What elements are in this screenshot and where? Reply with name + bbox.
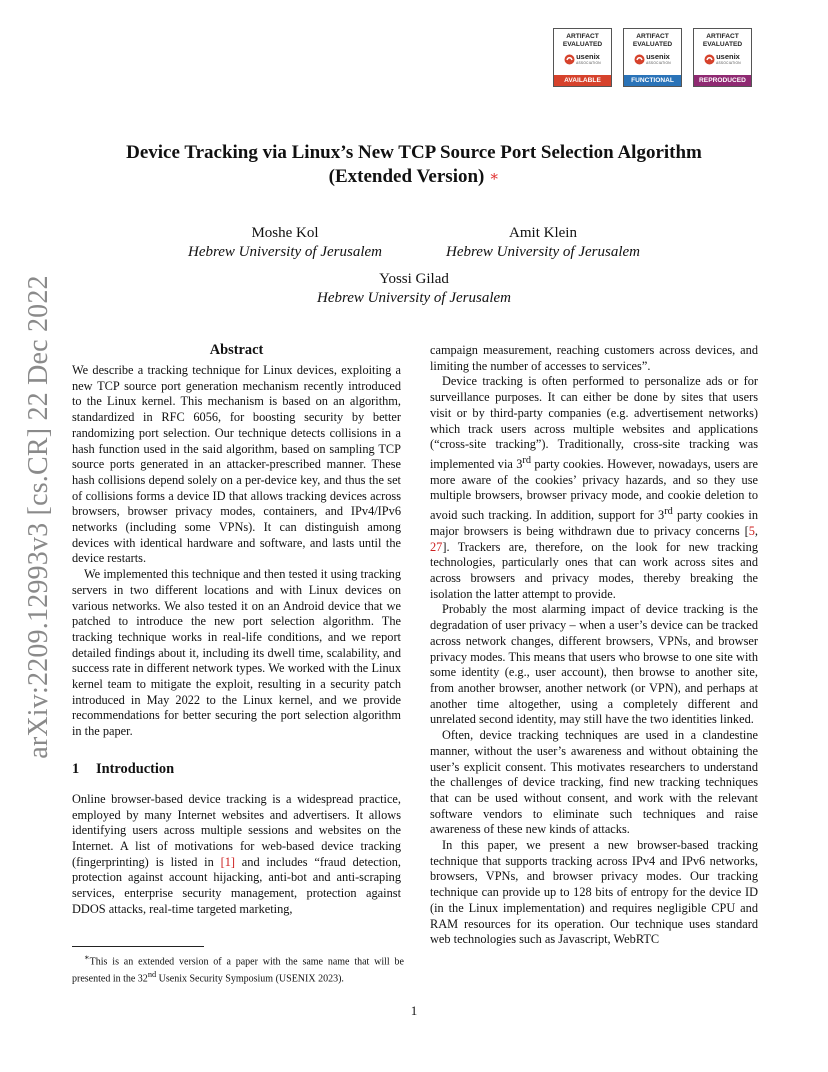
- paper-title-line2: [0, 165, 828, 189]
- badge-functional: [623, 28, 682, 87]
- author-name: Moshe Kol: [251, 225, 319, 241]
- section-number: 1: [72, 760, 80, 777]
- body-paragraph: Often, device tracking techniques are used in a clandestine manner, without the user’s awareness and without obtaining the user’s explicit consent. This motivates researchers to understand the challenges of device tracking, find new tracking techniques that can be used without consent, and work with the relevant software vendors to eliminate such techniques and raise awareness of these new kinds of attacks.: [430, 728, 758, 837]
- left-column: [72, 341, 401, 918]
- artifact-badges: [553, 28, 752, 87]
- footnote: ∗This is an extended version of a paper with the same name that will be presented in the 32nd Usenix Security Symposium (USENIX 2023).: [72, 953, 404, 985]
- usenix-association: ASSOCIATION: [646, 61, 671, 65]
- usenix-logo-icon: [634, 54, 645, 65]
- body-paragraph: In this paper, we present a new browser-based tracking technique that supports tracking across IPv4 and IPv6 networks, browsers, VPNs, and browser privacy modes. Our tracking technique can provide up to 128 bits of entropy for the device ID (in the Linux implementation) and requires negligible CPU and RAM resources for its operation. Our technique uses standard web technologies such as Javascript, WebRTC: [430, 838, 758, 947]
- arxiv-side-stamp: [23, 275, 55, 759]
- badge-heading: ARTIFACT EVALUATED: [562, 33, 603, 48]
- arxiv-identifier: arXiv:2209.12993v3 [cs.CR] 22 Dec 2022: [23, 275, 55, 759]
- usenix-logo-icon: [564, 54, 575, 65]
- usenix-association: ASSOCIATION: [716, 61, 741, 65]
- badge-label: REPRODUCED: [694, 75, 751, 86]
- badge-label: FUNCTIONAL: [624, 75, 681, 86]
- abstract-heading: Abstract: [209, 342, 264, 358]
- author-affiliation: Hebrew University of Jerusalem: [188, 244, 382, 260]
- author-block-2: [418, 224, 668, 262]
- abstract-paragraph: We describe a tracking technique for Linux devices, exploiting a new TCP source port generation mechanism recently introduced to the Linux kernel. This mechanism is based on an algorithm, standardized in RFC 6056, for boosting security by better randomizing port selection. Our technique detects collisions in a hash function used in the said algorithm, based on sampling TCP source ports generated in an attacker-prescribed manner. These hash collisions depend solely on a per-device key, and thus the set of collisions forms a device ID that allows tracking devices across browsers, browser privacy modes, containers, and IPv4/IPv6 networks (including some VPNs). It can distinguish among devices with identical hardware and software, and lasts until the device restarts.: [72, 363, 401, 566]
- usenix-association: ASSOCIATION: [576, 61, 601, 65]
- badge-available: [553, 28, 612, 87]
- footnote-rule: [72, 946, 204, 947]
- badge-label: AVAILABLE: [554, 75, 611, 86]
- abstract-paragraph: We implemented this technique and then tested it using tracking servers in two different locations and with Linux devices on various networks. We also tested it on an Android device that we patched to introduce the new port selection algorithm. The tracking technique works in real-life conditions, and we report detailed findings about it, including its dwell time, scalability, and success rate in different network types. We worked with the Linux kernel team to mitigate the exploit, resulting in a security patch introduced in May 2022 to the Linux kernel, and we provide recommendations for better securing the port selection algorithm in the paper.: [72, 567, 401, 739]
- body-paragraph: Probably the most alarming impact of device tracking is the degradation of user privacy – when a user’s device can be tracked across network changes, different browsers, VPNs, and browser privacy modes. This means that users who browse to one site with some identity (e.g., user account), then browse to another site, from another browser, another network (or VPN), and perhaps at another time altogether, using a completely different and unrelated second identity, may still have the two identities linked.: [430, 602, 758, 727]
- badge-reproduced: [693, 28, 752, 87]
- author-affiliation: Hebrew University of Jerusalem: [446, 244, 640, 260]
- citation-link[interactable]: 5: [748, 523, 755, 538]
- page-number: 1: [410, 1003, 418, 1018]
- usenix-wordmark: usenix: [576, 52, 600, 61]
- author-block-1: [160, 224, 410, 262]
- citation-link[interactable]: [1]: [220, 854, 235, 869]
- right-column: [430, 343, 758, 948]
- usenix-wordmark: usenix: [716, 52, 740, 61]
- author-affiliation: Hebrew University of Jerusalem: [317, 290, 511, 306]
- badge-heading: ARTIFACT EVALUATED: [702, 33, 743, 48]
- title-footnote-mark[interactable]: ∗: [489, 169, 500, 185]
- usenix-logo: [704, 51, 741, 67]
- author-name: Amit Klein: [509, 225, 577, 241]
- usenix-logo: [634, 51, 671, 67]
- section-title: Introduction: [96, 760, 175, 777]
- usenix-logo-icon: [704, 54, 715, 65]
- paper-title-line1: Device Tracking via Linux’s New TCP Source Port Selection Algorithm: [126, 142, 702, 163]
- usenix-logo: [564, 51, 601, 67]
- author-block-3: [289, 270, 539, 308]
- author-name: Yossi Gilad: [379, 271, 449, 287]
- usenix-wordmark: usenix: [646, 52, 670, 61]
- footnote-mark: ∗: [84, 953, 90, 962]
- body-paragraph: campaign measurement, reaching customers across devices, and limiting the number of accesses to services”.: [430, 343, 758, 373]
- paper-title-subtitle: (Extended Version): [328, 166, 485, 187]
- section-heading: [72, 760, 401, 778]
- intro-paragraph: Online browser-based device tracking is a widespread practice, employed by many Internet websites and advertisers. It allows identifying users across multiple sessions and websites on the Internet. A list of motivations for web-based device tracking (fingerprinting) is listed in [1] and includes “fraud detection, protection against account hijacking, anti-bot and anti-scraping services, enterprise security management, protection against DDOS attacks, real-time targeted marketing,: [72, 791, 402, 916]
- badge-heading: ARTIFACT EVALUATED: [632, 33, 673, 48]
- body-paragraph: Device tracking is often performed to personalize ads or for surveillance purposes. It can either be done by sites that users visit or by third-party companies (e.g. advertisement networks) which track users across multiple websites and applications (“cross-site tracking”). Traditionally, cross-site tracking was implemented via 3rd party cookies. However, nowadays, users are more aware of the cookies’ privacy hazards, and so they use multiple browsers, browser privacy mode, and cookie deletion to avoid such tracking. In addition, support for 3rd party cookies in major browsers is being withdrawn due to privacy concerns [5, 27]. Trackers are, therefore, on the look for new tracking technologies, particularly ones that can work across sites and across browsers and privacy modes, thereby breaking the isolation the latter attempt to provide.: [430, 374, 758, 601]
- citation-link[interactable]: 27: [430, 539, 443, 554]
